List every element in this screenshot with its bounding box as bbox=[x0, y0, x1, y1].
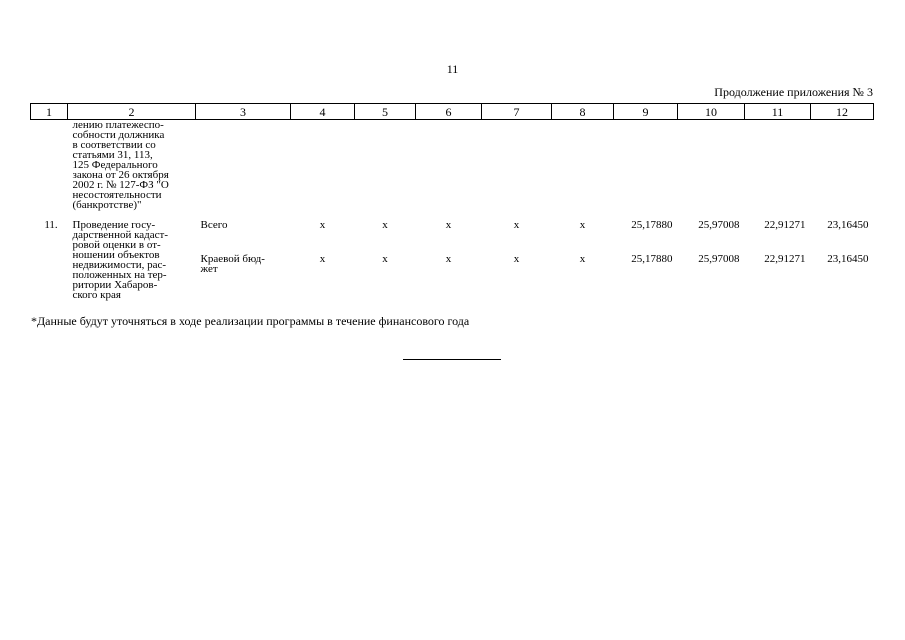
funding-source: Краевой бюд- жет bbox=[200, 253, 265, 275]
page-number: 11 bbox=[446, 62, 459, 76]
column-header: 8 bbox=[552, 104, 614, 120]
column-header: 5 bbox=[355, 104, 416, 120]
table-cell: х bbox=[445, 253, 452, 265]
column-header: 6 bbox=[416, 104, 482, 120]
column-header: 11 bbox=[745, 104, 811, 120]
table-row bbox=[31, 220, 874, 254]
funding-source: Всего bbox=[200, 219, 228, 231]
measure-name-continued: лению платежеспо- собности должника в соответствии со статьями 31, 113, 125 Федерального закона от 26 октября 2002 г. № 127-ФЗ "О несостоятельности (банкротстве)" bbox=[72, 119, 169, 211]
table-cell: 23,16450 bbox=[827, 219, 869, 231]
table-cell: 25,17880 bbox=[631, 253, 673, 265]
column-header: 3 bbox=[196, 104, 291, 120]
column-header: 7 bbox=[482, 104, 552, 120]
table-cell: х bbox=[319, 219, 326, 231]
table-cell: 25,97008 bbox=[698, 219, 740, 231]
column-header: 12 bbox=[811, 104, 874, 120]
table-cell: х bbox=[382, 253, 388, 265]
table-cell: 23,16450 bbox=[827, 253, 869, 265]
continuation-label: Продолжение приложения № 3 bbox=[714, 85, 873, 99]
table-row-continued bbox=[31, 120, 874, 211]
measure-name: Проведение госу- дарственной кадаст- ровой оценки в от- ношении объектов недвижимости, рас- положенных на тер- ритории Хабаров- ского края bbox=[72, 219, 168, 301]
column-header: 10 bbox=[678, 104, 745, 120]
table-cell: 25,17880 bbox=[631, 219, 673, 231]
table-cell: х bbox=[513, 219, 520, 231]
table-cell: х bbox=[579, 253, 586, 265]
appendix-table bbox=[30, 103, 874, 300]
table-cell: 22,91271 bbox=[764, 219, 806, 231]
end-divider bbox=[403, 359, 501, 360]
table-cell: х bbox=[513, 253, 520, 265]
column-header: 1 bbox=[31, 104, 68, 120]
table-cell: х bbox=[579, 219, 586, 231]
footnote: *Данные будут уточняться в ходе реализации программы в течение финансового года bbox=[31, 314, 470, 328]
row-number: 11. bbox=[44, 219, 58, 231]
table-cell: 25,97008 bbox=[698, 253, 740, 265]
table-header-row bbox=[31, 104, 874, 120]
column-header: 4 bbox=[291, 104, 355, 120]
table-cell: х bbox=[319, 253, 326, 265]
table-cell: 22,91271 bbox=[764, 253, 806, 265]
table-cell: х bbox=[445, 219, 452, 231]
table-cell: х bbox=[382, 219, 388, 231]
column-header: 2 bbox=[68, 104, 196, 120]
column-header: 9 bbox=[614, 104, 678, 120]
